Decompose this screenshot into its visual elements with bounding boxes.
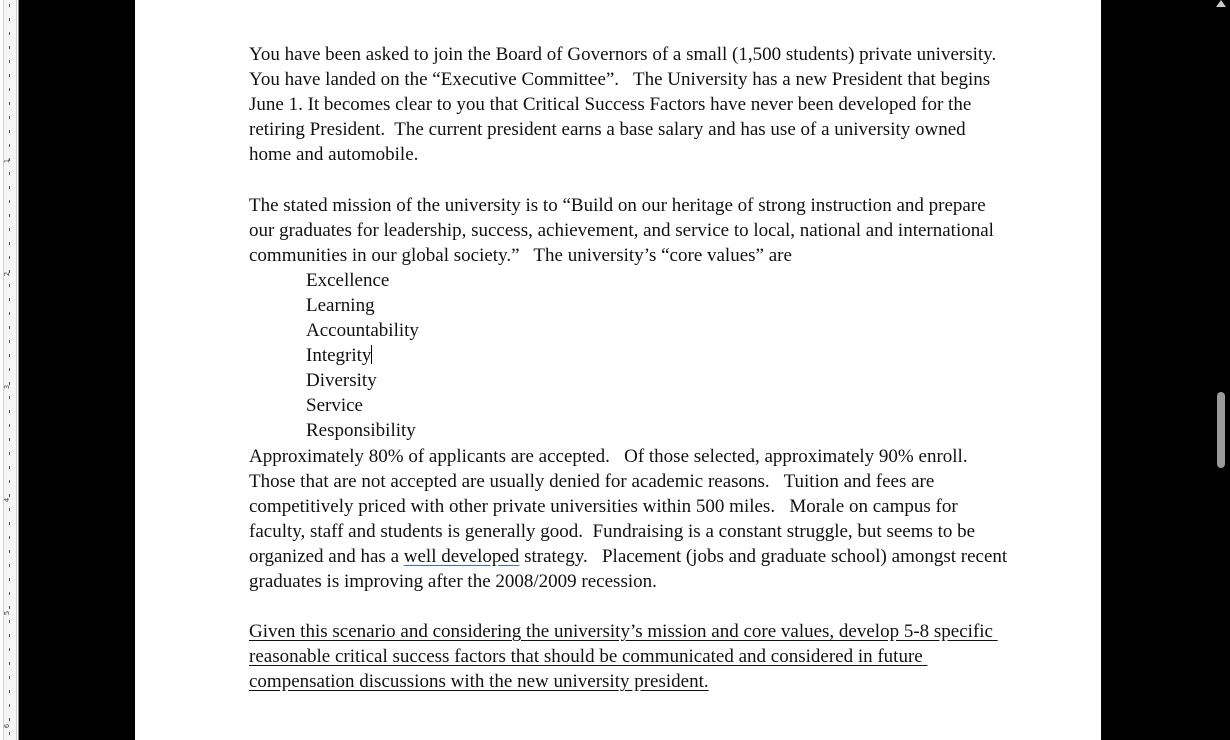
scroll-up-arrow-icon[interactable] [1216,0,1226,7]
ruler-tick [9,480,10,483]
ruler-tick [9,130,10,133]
ruler-tick [9,578,10,581]
ruler-tick [9,18,10,21]
document-body[interactable] [249,42,1012,694]
ruler-tick [9,200,10,203]
ruler-tick [9,228,10,231]
ruler-tick [9,676,10,679]
ruler-tick [9,326,10,329]
ruler-tick [9,298,10,301]
ruler-label: 6 [3,723,12,729]
ruler-tick [9,606,10,609]
ruler-tick [9,718,10,721]
ruler-tick [9,732,10,735]
ruler-label: 4 [3,497,12,503]
ruler-tick [9,564,10,567]
ruler-label: 1 [3,158,12,164]
paragraph-task[interactable]: Given this scenario and considering the university’s mission and core values, develop 5-8 specific reasonable critical success factors that should be communicated and considered in future compensation discussions with the new university president. [249,621,998,693]
ruler-tick [9,116,10,119]
ruler-tick [9,550,10,553]
ruler-tick [9,144,10,147]
ruler-tick [9,424,10,427]
ruler-tick [9,312,10,315]
paragraph-mission[interactable]: The stated mission of the university is to “Build on our heritage of strong instruction and prepare our graduates for leadership, success, achievement, and service to local, national and international communities in our global society.” The university’s “core values” are [249,194,999,266]
ruler-tick [9,46,10,49]
vertical-scrollbar[interactable] [1212,0,1230,740]
ruler-tick [9,102,10,105]
document-page[interactable] [135,0,1101,740]
core-value-item[interactable]: Excellence [306,269,390,291]
ruler-tick [9,592,10,595]
ruler-tick [9,536,10,539]
paragraph-admissions[interactable] [249,444,1012,595]
ruler-label: 2 [3,271,12,277]
ruler-tick [9,494,10,497]
ruler-tick [9,704,10,707]
ruler-tick [9,4,10,7]
ruler-tick [9,242,10,245]
core-value-item[interactable]: Accountability [306,320,419,342]
core-value-item[interactable]: Learning [306,294,375,316]
core-value-item[interactable]: Service [306,395,363,417]
core-value-text[interactable]: Integrity [306,345,372,367]
ruler-tick [9,396,10,399]
grammar-flagged-phrase[interactable]: well developed [403,545,520,567]
admissions-text-end: strategy. Placement (jobs and graduate school) amongst recent graduates is improving after the 2008/2009 recession. [249,545,1012,592]
admissions-text: Approximately 80% of applicants are accepted. Of those selected, approximately 90% enroll. Those that are not accepted are usually denied for academic reasons. Tuition and fees are competitively priced with other private universities within 500 miles. Morale on campus for faculty, staff and students is generally good. Fundraising is a constant struggle, but seems to be organized and has a [249,445,980,567]
core-value-item[interactable]: Diversity [306,370,377,392]
ruler-tick [9,284,10,287]
core-value-item[interactable]: Responsibility [306,420,416,442]
ruler-margin-area [3,0,17,740]
ruler-tick [9,508,10,511]
ruler-tick [9,256,10,259]
ruler-tick [9,634,10,637]
ruler-tick [9,172,10,175]
vertical-ruler[interactable] [0,0,19,740]
ruler-tick [9,214,10,217]
ruler-tick [9,438,10,441]
ruler-tick [9,340,10,343]
ruler-tick [9,648,10,651]
ruler-tick [9,32,10,35]
ruler-tick [9,620,10,623]
ruler-tick [9,368,10,371]
scrollbar-thumb[interactable] [1217,392,1225,468]
ruler-tick [9,466,10,469]
paragraph-intro[interactable]: You have been asked to join the Board of Governors of a small (1,500 students) private university. You have landed on the “Executive Committee”. The University has a new President that begins June 1. It becomes clear to you that Critical Success Factors have never been developed for the retiring President. The current president earns a base salary and has use of a university owned home and automobile. [249,44,1010,166]
ruler-tick [9,354,10,357]
ruler-tick [9,522,10,525]
ruler-tick [9,662,10,665]
ruler-tick [9,60,10,63]
ruler-tick [9,186,10,189]
ruler-tick [9,88,10,91]
text-cursor [371,345,372,364]
ruler-tick [9,690,10,693]
core-value-item-with-caret[interactable] [306,343,1009,368]
core-values-list [249,268,1009,444]
ruler-label: 3 [3,384,12,390]
ruler-tick [9,452,10,455]
ruler-tick [9,410,10,413]
ruler-label: 5 [3,610,12,616]
ruler-tick [9,74,10,77]
